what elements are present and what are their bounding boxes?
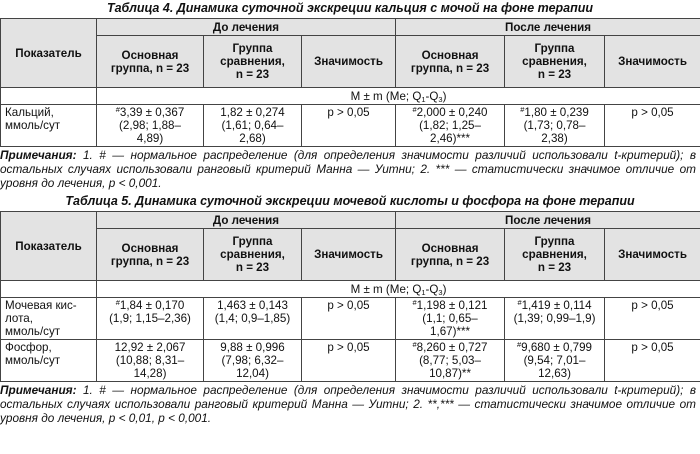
before-treatment-header: До лечения xyxy=(97,212,396,229)
value-cell: #1,419 ± 0,114 (1,39; 0,99–1,9) xyxy=(505,298,605,340)
significance-cell: p > 0,05 xyxy=(302,298,396,340)
value-cell: #1,80 ± 0,239 (1,73; 0,78– 2,38) xyxy=(505,105,605,147)
table-row xyxy=(1,340,700,382)
note-text: 1. # — нормальное распределение (для определения значимости различий использовали t-критерий); в остальных случаях использовали ранговый критерий Манна — Уитни; 2. **,*** — статистически значимое отличие от уровня до лечения, p < 0,01, p < 0,001. xyxy=(0,383,696,425)
value-cell: #3,39 ± 0,367 (2,98; 1,88– 4,89) xyxy=(97,105,204,147)
after-treatment-header: После лечения xyxy=(396,212,700,229)
value-cell: 1,82 ± 0,274 (1,61; 0,64– 2,68) xyxy=(204,105,302,147)
before-treatment-header: До лечения xyxy=(97,19,396,36)
table-row xyxy=(1,105,700,147)
indicator-cell: Мочевая кис- лота, ммоль/сут xyxy=(1,298,97,340)
significance-cell: p > 0,05 xyxy=(605,298,700,340)
significance-cell: p > 0,05 xyxy=(605,105,700,147)
note-label: Примечания: xyxy=(0,383,77,397)
value-cell: 12,92 ± 2,067 (10,88; 8,31– 14,28) xyxy=(97,340,204,382)
comparison-group-header: Группа сравнения, n = 23 xyxy=(204,229,302,281)
note-label: Примечания: xyxy=(0,148,77,162)
significance-cell: p > 0,05 xyxy=(605,340,700,382)
table-row xyxy=(1,298,700,340)
significance-header: Значимость xyxy=(605,229,700,281)
indicator-header: Показатель xyxy=(1,19,97,88)
significance-cell: p > 0,05 xyxy=(302,340,396,382)
comparison-group-header: Группа сравнения, n = 23 xyxy=(505,229,605,281)
indicator-spacer-cell xyxy=(1,88,97,105)
main-group-header: Основная группа, n = 23 xyxy=(97,229,204,281)
indicator-spacer-cell xyxy=(1,281,97,298)
table-5-caption: Таблица 5. Динамика суточной экскреции мочевой кислоты и фосфора на фоне терапии xyxy=(0,194,700,209)
value-cell: #9,680 ± 0,799 (9,54; 7,01– 12,63) xyxy=(505,340,605,382)
after-treatment-header: После лечения xyxy=(396,19,700,36)
comparison-group-header: Группа сравнения, n = 23 xyxy=(204,36,302,88)
document-page xyxy=(0,1,700,454)
table-4-caption: Таблица 4. Динамика суточной экскреции кальция с мочой на фоне терапии xyxy=(0,1,700,16)
table-4 xyxy=(0,18,700,147)
value-cell: 1,463 ± 0,143 (1,4; 0,9–1,85) xyxy=(204,298,302,340)
table-5-note xyxy=(0,383,696,425)
significance-cell: p > 0,05 xyxy=(302,105,396,147)
table-5 xyxy=(0,211,700,382)
value-cell: #2,000 ± 0,240 (1,82; 1,25– 2,46)*** xyxy=(396,105,505,147)
note-text: 1. # — нормальное распределение (для определения значимости различий использовали t-критерий); в остальных случаях использовали ранговый критерий Манна — Уитни; 2. *** — статистически значимое отличие от уровня до лечения, p < 0,001. xyxy=(0,148,696,190)
main-group-header: Основная группа, n = 23 xyxy=(97,36,204,88)
significance-header: Значимость xyxy=(302,229,396,281)
table-4-note xyxy=(0,148,696,190)
value-cell: 9,88 ± 0,996 (7,98; 6,32– 12,04) xyxy=(204,340,302,382)
value-cell: #8,260 ± 0,727 (8,77; 5,03– 10,87)** xyxy=(396,340,505,382)
main-group-header: Основная группа, n = 23 xyxy=(396,229,505,281)
value-cell: #1,198 ± 0,121 (1,1; 0,65– 1,67)*** xyxy=(396,298,505,340)
indicator-cell: Фосфор, ммоль/сут xyxy=(1,340,97,382)
value-cell: #1,84 ± 0,170 (1,9; 1,15–2,36) xyxy=(97,298,204,340)
statistic-subheader: M ± m (Me; $Q_1-Q_3$) xyxy=(97,281,700,298)
indicator-cell: Кальций, ммоль/сут xyxy=(1,105,97,147)
significance-header: Значимость xyxy=(605,36,700,88)
significance-header: Значимость xyxy=(302,36,396,88)
indicator-header: Показатель xyxy=(1,212,97,281)
main-group-header: Основная группа, n = 23 xyxy=(396,36,505,88)
statistic-subheader: M ± m (Me; $Q_1-Q_3$) xyxy=(97,88,700,105)
comparison-group-header: Группа сравнения, n = 23 xyxy=(505,36,605,88)
